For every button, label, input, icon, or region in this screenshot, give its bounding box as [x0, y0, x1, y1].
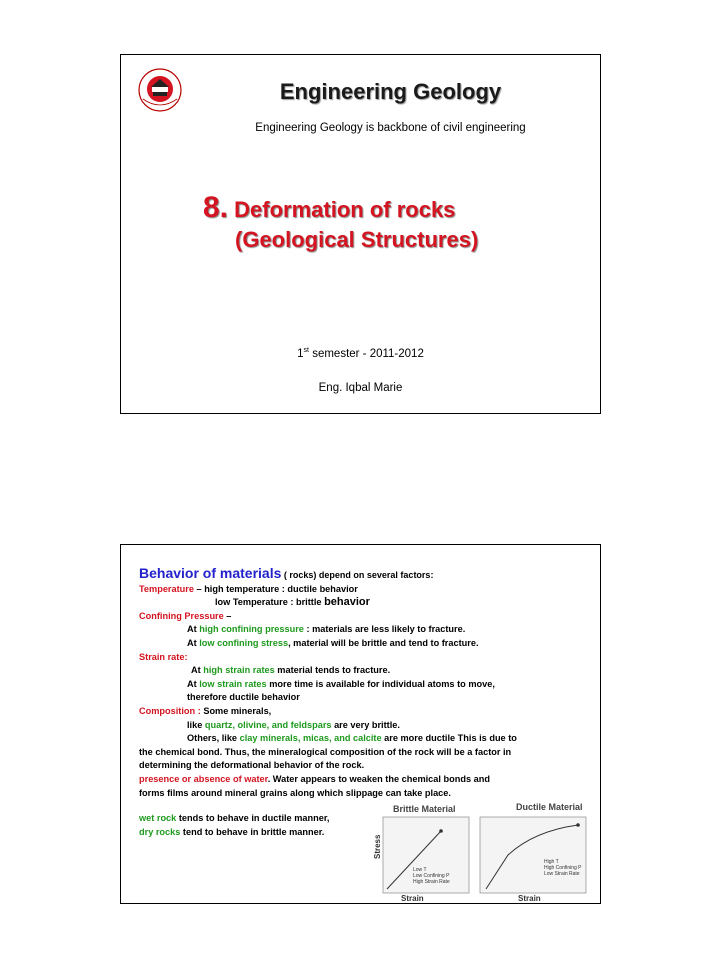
- ductile-plot-frame: [480, 817, 586, 893]
- confining-line: [139, 610, 589, 624]
- strain-high-line: [139, 664, 589, 678]
- ductile-minerals-text: are more ductile This is due to: [381, 733, 517, 744]
- at-text: At: [191, 665, 204, 676]
- semester-rest: semester - 2011-2012: [309, 347, 424, 360]
- temperature-text: – high temperature : ductile behavior: [193, 583, 358, 594]
- high-confining-term: high confining pressure: [199, 624, 304, 635]
- fracture-point: [439, 829, 443, 833]
- ductile-minerals: clay minerals, micas, and calcite: [239, 733, 382, 744]
- composition-text: Some minerals,: [203, 705, 272, 716]
- low-strain-text: more time is available for individual atoms to move,: [266, 678, 495, 689]
- ductile-note-1: High T: [544, 859, 559, 865]
- author-name: Eng. Iqbal Marie: [318, 382, 403, 394]
- heading-line: [139, 567, 589, 583]
- like-text: like: [187, 719, 205, 730]
- semester-superscript: st: [303, 347, 309, 354]
- topic-line-1: Deformation of rocks: [234, 197, 456, 222]
- composition-line-3: the chemical bond. Thus, the mineralogical composition of the rock will be a factor in: [139, 746, 512, 757]
- confining-low-line: [139, 637, 589, 651]
- at-text: At: [187, 637, 200, 648]
- presentation-title: Engineering Geology: [279, 79, 502, 104]
- wet-rock-text: tends to behave in ductile manner,: [176, 813, 330, 824]
- composition-brittle-line: [139, 719, 589, 733]
- strain-continuation: therefore ductile behavior: [187, 692, 300, 703]
- brittle-minerals-text: are very brittle.: [331, 719, 400, 730]
- high-strain-text: material tends to fracture.: [274, 665, 391, 676]
- ductile-graph-title: Ductile Material: [516, 802, 583, 812]
- dry-rock-label: dry rocks: [139, 826, 181, 837]
- water-line-2: forms films around mineral grains along which slippage can take place.: [139, 787, 451, 798]
- topic-heading: [203, 191, 478, 253]
- composition-ductile-line: [139, 732, 589, 746]
- title-slide: [120, 54, 601, 414]
- brittle-minerals: quartz, olivine, and feldspars: [204, 719, 332, 730]
- at-text: At: [187, 678, 200, 689]
- content-slide: [120, 544, 601, 904]
- wet-rock-label: wet rock: [139, 813, 177, 824]
- ductile-note-3: Low Strain Rate: [544, 871, 580, 877]
- ductile-note-2: High Confining P: [544, 865, 582, 871]
- behavior-word: behavior: [324, 596, 370, 609]
- strain-rate-label: Strain rate:: [139, 651, 188, 662]
- low-strain-term: low strain rates: [199, 678, 267, 689]
- temperature-low-text: low Temperature : brittle: [215, 597, 325, 608]
- at-text: At: [187, 624, 200, 635]
- high-confining-text: : materials are less likely to fracture.: [303, 624, 466, 635]
- presentation-subtitle: Engineering Geology is backbone of civil engineering: [255, 122, 526, 134]
- low-confining-text: , material will be brittle and tend to fracture.: [288, 637, 479, 648]
- low-confining-term: low confining stress: [199, 637, 289, 648]
- high-strain-term: high strain rates: [203, 665, 275, 676]
- topic-line-2: (Geological Structures): [235, 227, 479, 252]
- dry-rock-text: tend to behave in brittle manner.: [180, 826, 325, 837]
- section-heading-rest: ( rocks) depend on several factors:: [281, 570, 434, 580]
- brittle-note-2: Low Confining P: [413, 873, 450, 879]
- confining-high-line: [139, 623, 589, 637]
- confining-dash: –: [223, 610, 232, 621]
- brittle-note-3: High Strain Rate: [413, 879, 450, 885]
- water-text: . Water appears to weaken the chemical bonds and: [267, 773, 490, 784]
- strain-low-line: [139, 678, 589, 692]
- semester-text: [121, 347, 600, 360]
- water-label: presence or absence of water: [139, 773, 268, 784]
- composition-line: [139, 705, 589, 719]
- temperature-line: [139, 583, 589, 597]
- stress-axis-label: Stress: [373, 834, 382, 859]
- brittle-graph-title: Brittle Material: [393, 804, 456, 814]
- others-text: Others, like: [187, 733, 240, 744]
- composition-line-4: determining the deformational behavior of the rock.: [139, 760, 365, 771]
- section-heading: Behavior of materials: [139, 565, 282, 581]
- ductile-stress-strain-graph: [476, 801, 591, 901]
- temperature-low-line: [139, 596, 589, 610]
- brittle-note-1: Low T: [413, 867, 427, 873]
- semester-number: 1: [297, 347, 304, 360]
- temperature-label: Temperature: [139, 583, 194, 594]
- brittle-stress-strain-graph: [371, 801, 471, 901]
- topic-number: 8.: [203, 191, 229, 224]
- composition-label: Composition :: [139, 705, 204, 716]
- ductile-end-point: [576, 823, 580, 827]
- confining-label: Confining Pressure: [139, 610, 224, 621]
- water-line: [139, 773, 589, 787]
- brittle-strain-label: Strain: [401, 894, 424, 901]
- ductile-strain-label: Strain: [518, 894, 541, 901]
- slide-body: [139, 567, 589, 839]
